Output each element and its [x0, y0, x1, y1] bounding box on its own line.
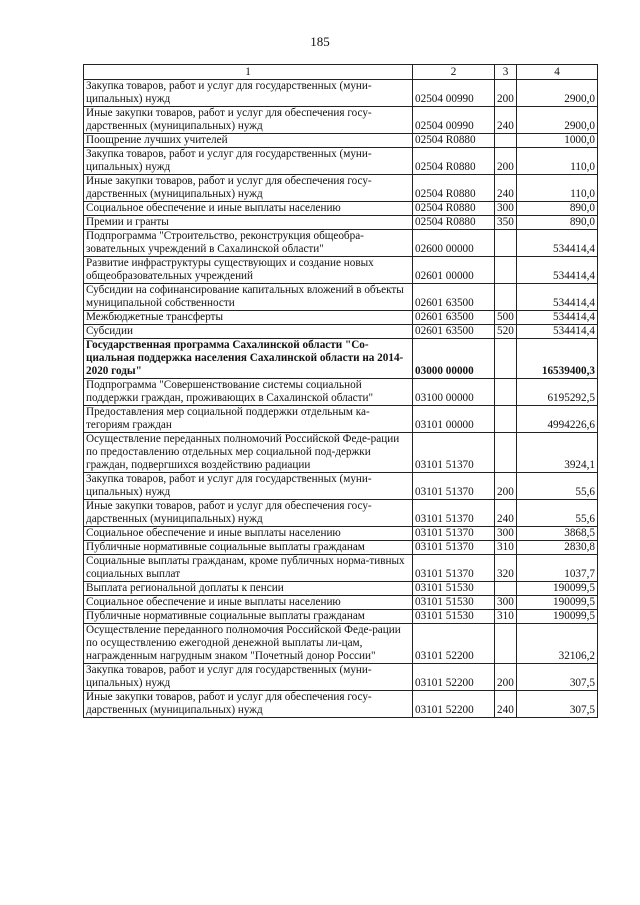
table-row [84, 433, 598, 473]
row-amount: 4994226,6 [517, 406, 598, 433]
row-expense-type: 200 [495, 80, 517, 107]
table-row [84, 284, 598, 311]
row-expense-type: 300 [495, 596, 517, 610]
table-row [84, 527, 598, 541]
row-code: 02601 63500 [413, 325, 495, 339]
row-amount: 307,5 [517, 664, 598, 691]
row-amount: 55,6 [517, 500, 598, 527]
row-expense-type: 240 [495, 500, 517, 527]
row-expense-type: 310 [495, 610, 517, 624]
row-expense-type [495, 406, 517, 433]
budget-table [83, 64, 598, 718]
row-name: Выплата региональной доплаты к пенсии [84, 582, 413, 596]
row-code: 03100 00000 [413, 379, 495, 406]
row-name: Иные закупки товаров, работ и услуг для обеспечения госу-дарственных (муниципальных) нужд [84, 175, 413, 202]
header-col-1: 1 [84, 65, 413, 80]
row-amount: 534414,4 [517, 257, 598, 284]
table-row [84, 230, 598, 257]
row-name: Закупка товаров, работ и услуг для государственных (муни-ципальных) нужд [84, 473, 413, 500]
row-amount: 110,0 [517, 175, 598, 202]
row-expense-type [495, 582, 517, 596]
row-amount: 110,0 [517, 148, 598, 175]
row-expense-type: 500 [495, 311, 517, 325]
row-code: 02504 R0880 [413, 216, 495, 230]
row-code: 02601 00000 [413, 257, 495, 284]
table-row [84, 664, 598, 691]
table-row [84, 311, 598, 325]
row-expense-type: 300 [495, 202, 517, 216]
row-expense-type: 300 [495, 527, 517, 541]
table-row [84, 473, 598, 500]
table-row [84, 596, 598, 610]
row-expense-type [495, 624, 517, 664]
header-col-3: 3 [495, 65, 517, 80]
table-row [84, 624, 598, 664]
row-name: Осуществление переданных полномочий Российской Феде-рации по предоставлению отдельных мер социальной под-держки граждан, подвергшихся воздействию радиации [84, 433, 413, 473]
row-amount: 190099,5 [517, 582, 598, 596]
row-code: 03101 51370 [413, 541, 495, 555]
row-expense-type [495, 284, 517, 311]
table-row [84, 148, 598, 175]
row-code: 03101 52200 [413, 664, 495, 691]
header-col-4: 4 [517, 65, 598, 80]
row-expense-type: 350 [495, 216, 517, 230]
row-name: Иные закупки товаров, работ и услуг для обеспечения госу-дарственных (муниципальных) нужд [84, 691, 413, 718]
row-expense-type: 520 [495, 325, 517, 339]
row-expense-type [495, 433, 517, 473]
row-name: Субсидии [84, 325, 413, 339]
row-amount: 3924,1 [517, 433, 598, 473]
row-name: Закупка товаров, работ и услуг для государственных (муни-ципальных) нужд [84, 80, 413, 107]
row-amount: 3868,5 [517, 527, 598, 541]
table-row [84, 325, 598, 339]
row-amount: 6195292,5 [517, 379, 598, 406]
row-name: Иные закупки товаров, работ и услуг для обеспечения госу-дарственных (муниципальных) нужд [84, 500, 413, 527]
row-name: Подпрограмма "Совершенствование системы социальной поддержки граждан, проживающих в Сахалинской области" [84, 379, 413, 406]
row-name: Развитие инфраструктуры существующих и создание новых общеобразовательных учреждений [84, 257, 413, 284]
row-name: Социальное обеспечение и иные выплаты населению [84, 202, 413, 216]
row-name: Премии и гранты [84, 216, 413, 230]
row-code: 03101 51370 [413, 433, 495, 473]
row-code: 02504 00990 [413, 107, 495, 134]
table-body [84, 80, 598, 718]
table-row [84, 582, 598, 596]
row-expense-type: 320 [495, 555, 517, 582]
row-code: 03101 51530 [413, 610, 495, 624]
row-code: 03101 51370 [413, 473, 495, 500]
row-name: Подпрограмма "Строительство, реконструкция общеобра-зовательных учреждений в Сахалинской области" [84, 230, 413, 257]
row-code: 03101 51530 [413, 582, 495, 596]
row-name: Межбюджетные трансферты [84, 311, 413, 325]
row-code: 03101 51370 [413, 555, 495, 582]
row-code: 02504 R0880 [413, 175, 495, 202]
row-amount: 1037,7 [517, 555, 598, 582]
row-expense-type [495, 379, 517, 406]
row-code: 02600 00000 [413, 230, 495, 257]
table-row [84, 406, 598, 433]
row-name: Субсидии на софинансирование капитальных вложений в объекты муниципальной собственности [84, 284, 413, 311]
row-expense-type [495, 230, 517, 257]
row-name: Социальное обеспечение и иные выплаты населению [84, 596, 413, 610]
row-code: 02601 63500 [413, 311, 495, 325]
table-row [84, 107, 598, 134]
table-row [84, 257, 598, 284]
row-code: 03101 52200 [413, 624, 495, 664]
table-row [84, 500, 598, 527]
header-row [84, 65, 598, 80]
row-name: Осуществление переданного полномочия Российской Феде-рации по осуществлению ежегодной денежной выплаты ли-цам, награжденным нагрудным знаком "Почетный донор России" [84, 624, 413, 664]
row-code: 03000 00000 [413, 339, 495, 379]
row-amount: 190099,5 [517, 610, 598, 624]
row-name: Закупка товаров, работ и услуг для государственных (муни-ципальных) нужд [84, 148, 413, 175]
row-code: 02504 00990 [413, 80, 495, 107]
row-name: Поощрение лучших учителей [84, 134, 413, 148]
row-name: Иные закупки товаров, работ и услуг для обеспечения госу-дарственных (муниципальных) нужд [84, 107, 413, 134]
header-col-2: 2 [413, 65, 495, 80]
row-name: Государственная программа Сахалинской области "Со-циальная поддержка населения Сахалинской области на 2014-2020 годы" [84, 339, 413, 379]
row-amount: 2830,8 [517, 541, 598, 555]
row-amount: 2900,0 [517, 107, 598, 134]
row-amount: 890,0 [517, 216, 598, 230]
table-row [84, 175, 598, 202]
row-amount: 16539400,3 [517, 339, 598, 379]
row-name: Предоставления мер социальной поддержки отдельным ка-тегориям граждан [84, 406, 413, 433]
table-row [84, 216, 598, 230]
row-amount: 2900,0 [517, 80, 598, 107]
row-code: 03101 00000 [413, 406, 495, 433]
table-row [84, 202, 598, 216]
row-expense-type [495, 257, 517, 284]
row-name: Социальные выплаты гражданам, кроме публичных норма-тивных социальных выплат [84, 555, 413, 582]
row-expense-type: 200 [495, 148, 517, 175]
row-expense-type [495, 134, 517, 148]
row-amount: 534414,4 [517, 230, 598, 257]
row-expense-type: 200 [495, 664, 517, 691]
row-expense-type: 240 [495, 691, 517, 718]
row-amount: 307,5 [517, 691, 598, 718]
row-amount: 534414,4 [517, 284, 598, 311]
row-expense-type: 240 [495, 175, 517, 202]
row-code: 02601 63500 [413, 284, 495, 311]
row-amount: 55,6 [517, 473, 598, 500]
row-code: 03101 52200 [413, 691, 495, 718]
row-expense-type: 240 [495, 107, 517, 134]
row-amount: 32106,2 [517, 624, 598, 664]
row-code: 02504 R0880 [413, 148, 495, 175]
table-row [84, 134, 598, 148]
row-name: Социальное обеспечение и иные выплаты населению [84, 527, 413, 541]
row-amount: 534414,4 [517, 325, 598, 339]
table-row [84, 339, 598, 379]
table-row [84, 610, 598, 624]
page-number: 185 [310, 34, 330, 49]
row-name: Закупка товаров, работ и услуг для государственных (муни-ципальных) нужд [84, 664, 413, 691]
row-amount: 190099,5 [517, 596, 598, 610]
row-amount: 1000,0 [517, 134, 598, 148]
row-expense-type: 200 [495, 473, 517, 500]
row-code: 03101 51370 [413, 527, 495, 541]
table-row [84, 541, 598, 555]
table-row [84, 691, 598, 718]
row-expense-type: 310 [495, 541, 517, 555]
table-row [84, 80, 598, 107]
row-code: 03101 51370 [413, 500, 495, 527]
row-amount: 534414,4 [517, 311, 598, 325]
table-row [84, 555, 598, 582]
table-row [84, 379, 598, 406]
row-code: 03101 51530 [413, 596, 495, 610]
row-code: 02504 R0880 [413, 202, 495, 216]
row-name: Публичные нормативные социальные выплаты гражданам [84, 541, 413, 555]
row-amount: 890,0 [517, 202, 598, 216]
row-name: Публичные нормативные социальные выплаты гражданам [84, 610, 413, 624]
row-expense-type [495, 339, 517, 379]
row-code: 02504 R0880 [413, 134, 495, 148]
